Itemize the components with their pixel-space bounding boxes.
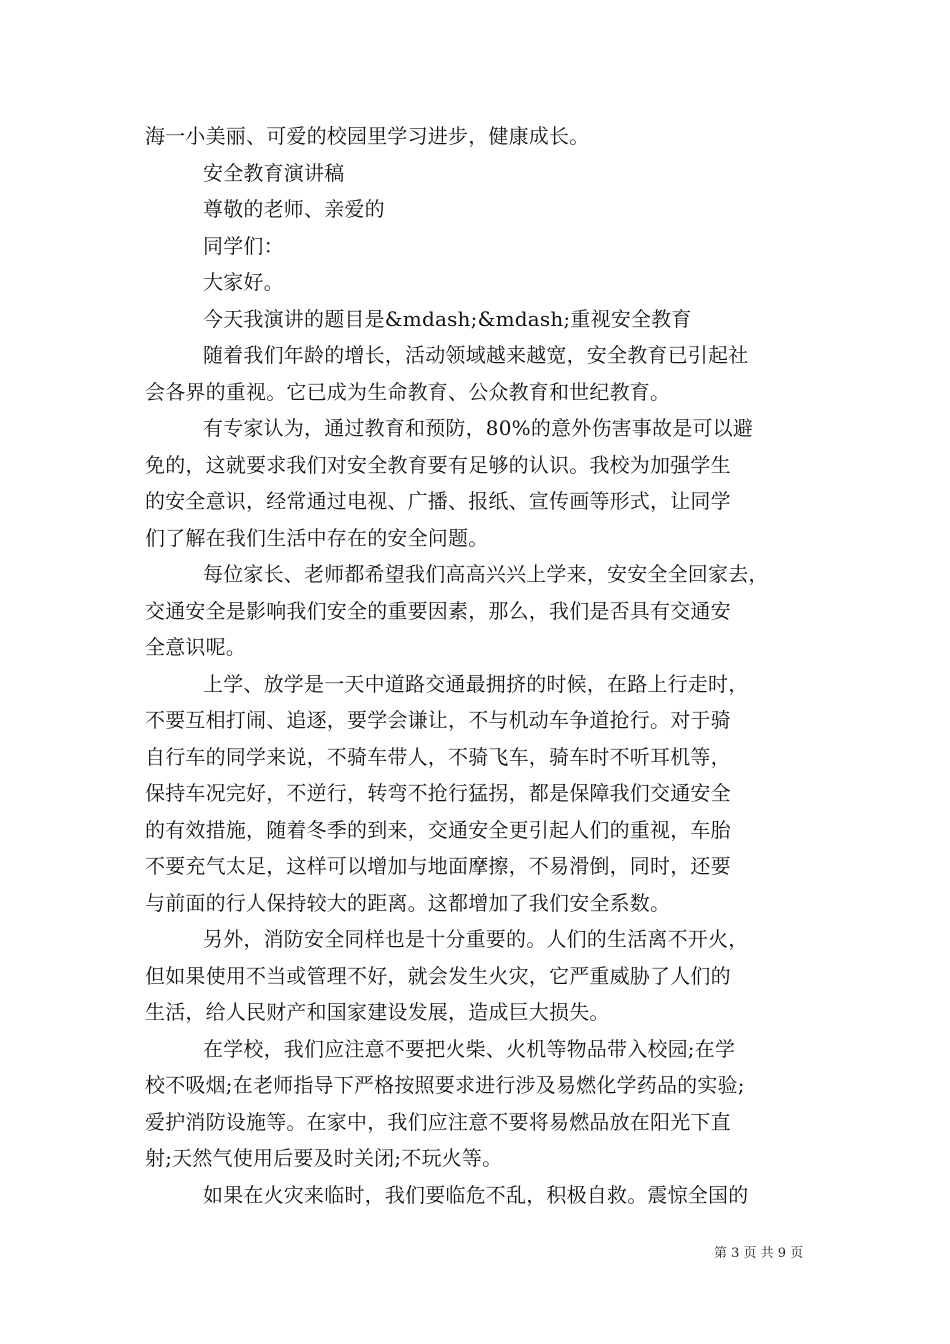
text-line: 校不吸烟;在老师指导下严格按照要求进行涉及易燃化学药品的实验; [145, 1073, 745, 1097]
text-line: 射;天然气使用后要及时关闭;不玩火等。 [145, 1146, 503, 1170]
text-line: 免的，这就要求我们对安全教育要有足够的认识。我校为加强学生 [145, 452, 731, 477]
text-line: 们了解在我们生活中存在的安全问题。 [145, 525, 489, 550]
text-line: 但如果使用不当或管理不好，就会发生火灾，它严重威胁了人们的 [145, 963, 731, 988]
text-line: 在学校，我们应注意不要把火柴、火机等物品带入校园;在学 [203, 1036, 736, 1061]
text-line: 与前面的行人保持较大的距离。这都增加了我们安全系数。 [145, 890, 671, 915]
text-line: 有专家认为，通过教育和预防，80%的意外伤害事故是可以避 [203, 416, 754, 440]
text-line: 的安全意识，经常通过电视、广播、报纸、宣传画等形式，让同学 [145, 489, 731, 513]
text-line: 会各界的重视。它已成为生命教育、公众教育和世纪教育。 [145, 379, 671, 404]
text-line: 上学、放学是一天中道路交通最拥挤的时候，在路上行走时， [203, 671, 749, 696]
text-line: 不要互相打闹、追逐，要学会谦让，不与机动车争道抢行。对于骑 [145, 708, 731, 732]
salutation-line: 同学们： [203, 233, 284, 258]
text-line: 全意识呢。 [145, 635, 246, 659]
text-line: 随着我们年龄的增长，活动领域越来越宽，安全教育已引起社 [203, 343, 749, 367]
document-body [145, 118, 813, 1213]
text-line: 另外，消防安全同样也是十分重要的。人们的生活离不开火， [203, 927, 749, 951]
text-line: 保持车况完好，不逆行，转弯不抢行猛拐，都是保障我们交通安全 [145, 781, 731, 805]
text-line: 如果在火灾来临时，我们要临危不乱，积极自救。震惊全国的 [203, 1182, 749, 1207]
text-line: 不要充气太足，这样可以增加与地面摩擦，不易滑倒，同时，还要 [145, 854, 731, 878]
greeting-line: 大家好。 [203, 270, 284, 294]
text-line: 生活，给人民财产和国家建设发展，造成巨大损失。 [145, 1000, 610, 1024]
text-line: 爱护消防设施等。在家中，我们应注意不要将易燃品放在阳光下直 [145, 1109, 731, 1134]
text-line: 自行车的同学来说，不骑车带人，不骑飞车，骑车时不听耳机等， [145, 744, 731, 769]
topic-line: 今天我演讲的题目是&mdash;&mdash;重视安全教育 [203, 306, 692, 331]
text-line: 海一小美丽、可爱的校园里学习进步，健康成长。 [145, 124, 590, 148]
text-line: 每位家长、老师都希望我们高高兴兴上学来，安安全全回家去， [203, 562, 769, 586]
text-line: 交通安全是影响我们安全的重要因素，那么，我们是否具有交通安 [145, 598, 731, 623]
page-number: 第 3 页 共 9 页 [714, 1246, 804, 1261]
salutation-line: 尊敬的老师、亲爱的 [203, 197, 385, 221]
text-line: 的有效措施，随着冬季的到来，交通安全更引起人们的重视，车胎 [145, 817, 731, 842]
speech-title: 安全教育演讲稿 [203, 160, 345, 185]
